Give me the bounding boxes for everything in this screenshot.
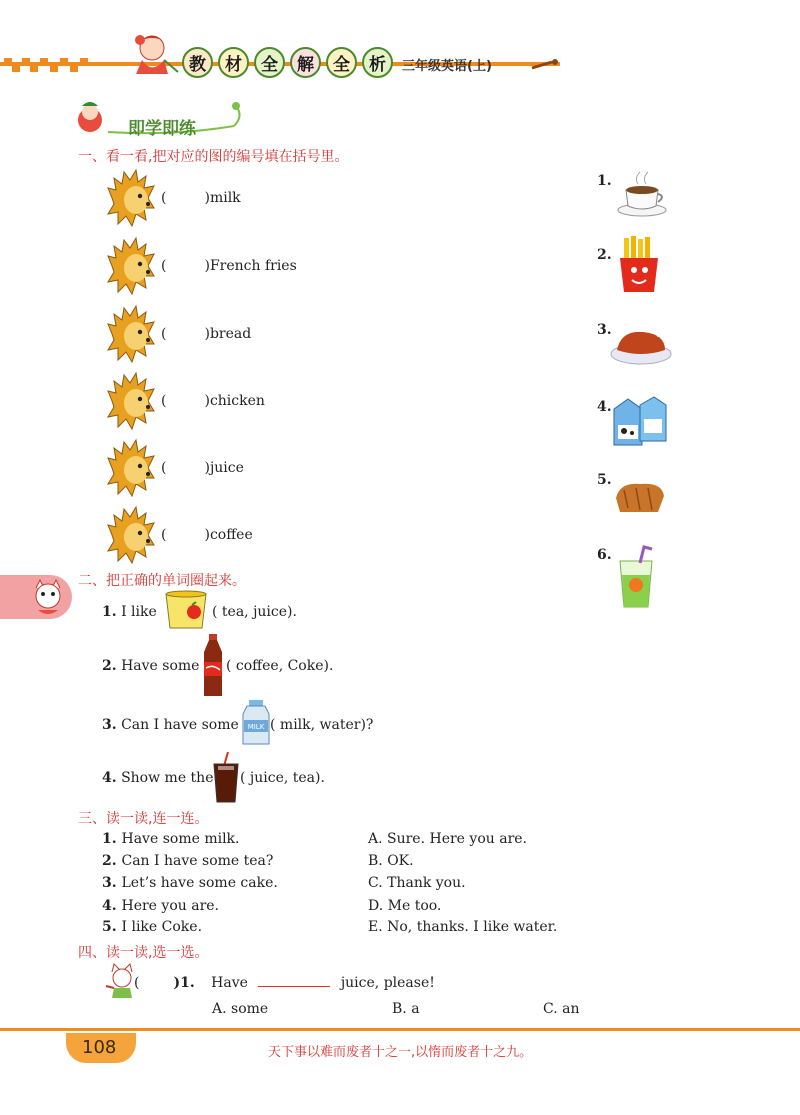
milk-carton-icon	[610, 395, 670, 449]
q4-option[interactable]: C. an	[543, 1001, 580, 1017]
bread-icon	[612, 478, 668, 518]
word: chicken	[209, 393, 265, 409]
q3-left-item[interactable]	[102, 875, 278, 891]
paren-close: )	[204, 326, 210, 342]
item-text: I like Coke.	[121, 919, 203, 935]
picture-number: 2.	[597, 247, 612, 263]
french-fries-icon	[612, 236, 666, 296]
item-text: Have some milk.	[121, 831, 240, 847]
hedgehog-icon	[106, 304, 156, 366]
picture-number: 1.	[597, 173, 612, 189]
q2-item	[102, 604, 157, 620]
paren-open: (	[161, 393, 167, 409]
word: French fries	[209, 258, 297, 274]
q2-options: ( tea, juice).	[212, 604, 297, 620]
answer-paren[interactable]	[161, 527, 253, 543]
answer-paren[interactable]	[161, 190, 241, 206]
header-subtitle: 三年级英语(上)	[402, 59, 492, 74]
hedgehog-icon	[106, 438, 156, 500]
q2-item	[102, 770, 214, 786]
q2-options: ( juice, tea).	[240, 770, 325, 786]
paren-close: )	[204, 460, 210, 476]
q4-question	[134, 972, 435, 991]
cat-girl-icon	[104, 962, 138, 1000]
item-number: 4.	[102, 770, 117, 786]
header-char: 全	[254, 47, 285, 78]
item-text: Have some	[121, 658, 200, 674]
q2-item	[102, 658, 199, 674]
hedgehog-icon	[106, 236, 156, 298]
paren-open: (	[161, 460, 167, 476]
question-number: )1.	[173, 975, 195, 991]
coke-bottle-icon	[200, 634, 226, 698]
q3-title: 三、读一读,连一连。	[78, 811, 209, 827]
item-number: 1.	[102, 831, 122, 847]
girl-mascot-icon	[120, 30, 180, 80]
item-text: I like	[121, 604, 157, 620]
hedgehog-icon	[106, 168, 156, 230]
footer-rule	[0, 1028, 800, 1031]
paren-close: )	[204, 190, 210, 206]
q3-left-item[interactable]	[102, 831, 240, 847]
q2-options: ( milk, water)?	[270, 717, 374, 733]
word: coffee	[209, 527, 253, 543]
item-number: 3.	[102, 875, 122, 891]
header-char: 解	[290, 47, 321, 78]
question-after: juice, please!	[340, 975, 435, 991]
item-number: 3.	[102, 717, 117, 733]
word: milk	[209, 190, 241, 206]
q2-item	[102, 717, 239, 733]
milk-bottle-icon	[241, 700, 271, 746]
footer-quote: 天下事以难而废者十之一,以惰而废者十之九。	[268, 1045, 533, 1060]
q1-title: 一、看一看,把对应的图的编号填在括号里。	[78, 149, 349, 165]
q3-right-item[interactable]: C. Thank you.	[368, 875, 466, 891]
picture-number: 6.	[597, 547, 612, 563]
item-text: Let’s have some cake.	[121, 875, 278, 891]
q4-option[interactable]: A. some	[212, 1001, 269, 1017]
cat-mascot-icon	[30, 578, 66, 618]
paren-open: (	[161, 190, 167, 206]
q2-title: 二、把正确的单词圈起来。	[78, 573, 246, 589]
word: juice	[209, 460, 244, 476]
picture-number: 5.	[597, 472, 612, 488]
juice-cup-icon	[162, 590, 214, 632]
item-number: 1.	[102, 604, 117, 620]
answer-blank[interactable]	[258, 972, 330, 987]
q4-option[interactable]: B. a	[392, 1001, 420, 1017]
paren-open: (	[161, 258, 167, 274]
item-text: Can I have some tea?	[121, 853, 274, 869]
q3-right-item[interactable]: E. No, thanks. I like water.	[368, 919, 558, 935]
cola-glass-icon	[212, 752, 240, 804]
q3-right-item[interactable]: B. OK.	[368, 853, 414, 869]
hedgehog-icon	[106, 371, 156, 433]
paren-close: )	[204, 258, 210, 274]
q3-right-item[interactable]: A. Sure. Here you are.	[368, 831, 527, 847]
header-char: 全	[326, 47, 357, 78]
header-char: 材	[218, 47, 249, 78]
item-text: Can I have some	[121, 717, 239, 733]
item-number: 4.	[102, 898, 122, 914]
picture-number: 3.	[597, 322, 612, 338]
answer-paren[interactable]	[161, 326, 251, 342]
header-char: 析	[362, 47, 393, 78]
picture-number: 4.	[597, 399, 612, 415]
juice-glass-icon	[614, 545, 658, 611]
answer-paren[interactable]	[161, 258, 297, 274]
q3-right-item[interactable]: D. Me too.	[368, 898, 442, 914]
q2-options: ( coffee, Coke).	[226, 658, 334, 674]
item-number: 2.	[102, 658, 117, 674]
q3-left-item[interactable]	[102, 898, 219, 914]
paren-open: (	[161, 326, 167, 342]
header-title	[178, 0, 408, 80]
paren-close: )	[204, 527, 210, 543]
q3-left-item[interactable]	[102, 853, 273, 869]
answer-paren[interactable]	[161, 460, 244, 476]
item-number: 2.	[102, 853, 122, 869]
hedgehog-icon	[106, 505, 156, 567]
item-text: Here you are.	[121, 898, 220, 914]
q4-title: 四、读一读,选一选。	[78, 945, 209, 961]
answer-paren[interactable]	[161, 393, 265, 409]
item-number: 5.	[102, 919, 122, 935]
paren-open: (	[161, 527, 167, 543]
page-number: 108	[82, 1037, 117, 1058]
section-label: 即学即练	[128, 119, 196, 139]
header-char: 教	[182, 47, 213, 78]
item-text: Show me the	[121, 770, 214, 786]
answer-paren: (	[134, 975, 140, 991]
coffee-cup-icon	[612, 170, 670, 220]
q3-left-item[interactable]	[102, 919, 202, 935]
question-before: Have	[211, 975, 248, 991]
paren-close: )	[204, 393, 210, 409]
pen-icon	[530, 58, 560, 72]
word: bread	[209, 326, 252, 342]
roast-chicken-icon	[607, 322, 673, 368]
svg-text:MILK: MILK	[247, 723, 265, 731]
